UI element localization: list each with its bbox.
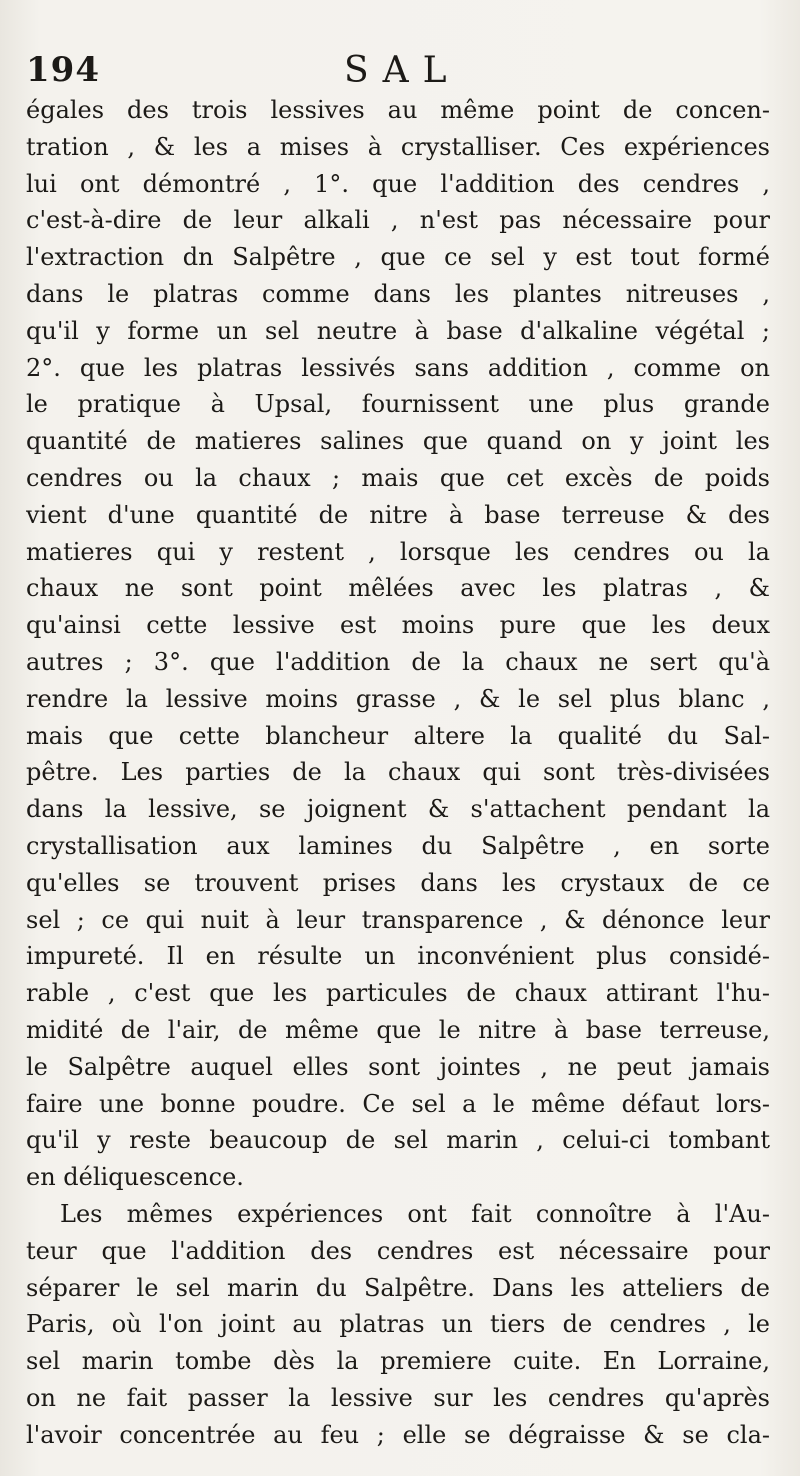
text-line: qu'il y forme un sel neutre à base d'alkaline végétal ; [26,316,770,345]
page-number: 194 [26,50,100,90]
page-header [26,50,770,94]
paragraph [26,1196,770,1454]
text-line: matieres qui y restent , lorsque les cendres ou la [26,537,770,566]
text-line: 2°. que les platras lessivés sans addition , comme on [26,353,770,382]
text-line: c'est-à-dire de leur alkali , n'est pas nécessaire pour [26,206,770,235]
text-line: l'avoir concentrée au feu ; elle se dégraisse & se cla- [26,1420,770,1449]
text-line: le Salpêtre auquel elles sont jointes , ne peut jamais [26,1052,770,1081]
text-line: chaux ne sont point mêlées avec les platras , & [26,574,770,603]
text-line: cendres ou la chaux ; mais que cet excès de poids [26,463,770,492]
text-line: autres ; 3°. que l'addition de la chaux ne sert qu'à [26,647,770,676]
text-line: dans le platras comme dans les plantes nitreuses , [26,279,770,308]
text-line: qu'il y reste beaucoup de sel marin , celui-ci tombant [26,1126,770,1155]
body-text [26,92,770,1453]
text-line: midité de l'air, de même que le nitre à base terreuse, [26,1015,770,1044]
paragraph [26,92,770,1196]
text-line: rable , c'est que les particules de chaux attirant l'hu- [26,979,770,1008]
text-line: le pratique à Upsal, fournissent une plus grande [26,390,770,419]
text-line: qu'elles se trouvent prises dans les crystaux de ce [26,868,770,897]
text-line: lui ont démontré , 1°. que l'addition des cendres , [26,169,770,198]
text-line: on ne fait passer la lessive sur les cendres qu'après [26,1383,770,1412]
text-line: tration , & les a mises à crystalliser. Ces expériences [26,132,770,161]
text-line: faire une bonne poudre. Ce sel a le même défaut lors- [26,1089,770,1118]
text-line: vient d'une quantité de nitre à base terreuse & des [26,500,770,529]
text-line: quantité de matieres salines que quand on y joint les [26,427,770,456]
text-line: dans la lessive, se joignent & s'attachent pendant la [26,795,770,824]
text-line: rendre la lessive moins grasse , & le sel plus blanc , [26,684,770,713]
text-line: mais que cette blancheur altere la qualité du Sal- [26,721,770,750]
text-line: égales des trois lessives au même point de concen- [26,96,770,124]
text-line: sel marin tombe dès la premiere cuite. En Lorraine, [26,1347,770,1376]
text-line: impureté. Il en résulte un inconvénient plus considé- [26,942,770,971]
text-line: qu'ainsi cette lessive est moins pure que les deux [26,611,770,640]
text-line: Les mêmes expériences ont fait connoître à l'Au- [60,1199,770,1228]
text-line: crystallisation aux lamines du Salpêtre , en sorte [26,831,770,860]
text-line: Paris, où l'on joint au platras un tiers de cendres , le [26,1310,770,1339]
text-line: l'extraction dn Salpêtre , que ce sel y est tout formé [26,243,770,272]
text-line: séparer le sel marin du Salpêtre. Dans les atteliers de [26,1273,770,1302]
running-head: SAL [344,50,461,91]
text-line: en déliquescence. [26,1163,244,1192]
text-line: pêtre. Les parties de la chaux qui sont très-divisées [26,758,770,787]
text-line: sel ; ce qui nuit à leur transparence , & dénonce leur [26,905,770,934]
text-line: teur que l'addition des cendres est nécessaire pour [26,1236,770,1265]
